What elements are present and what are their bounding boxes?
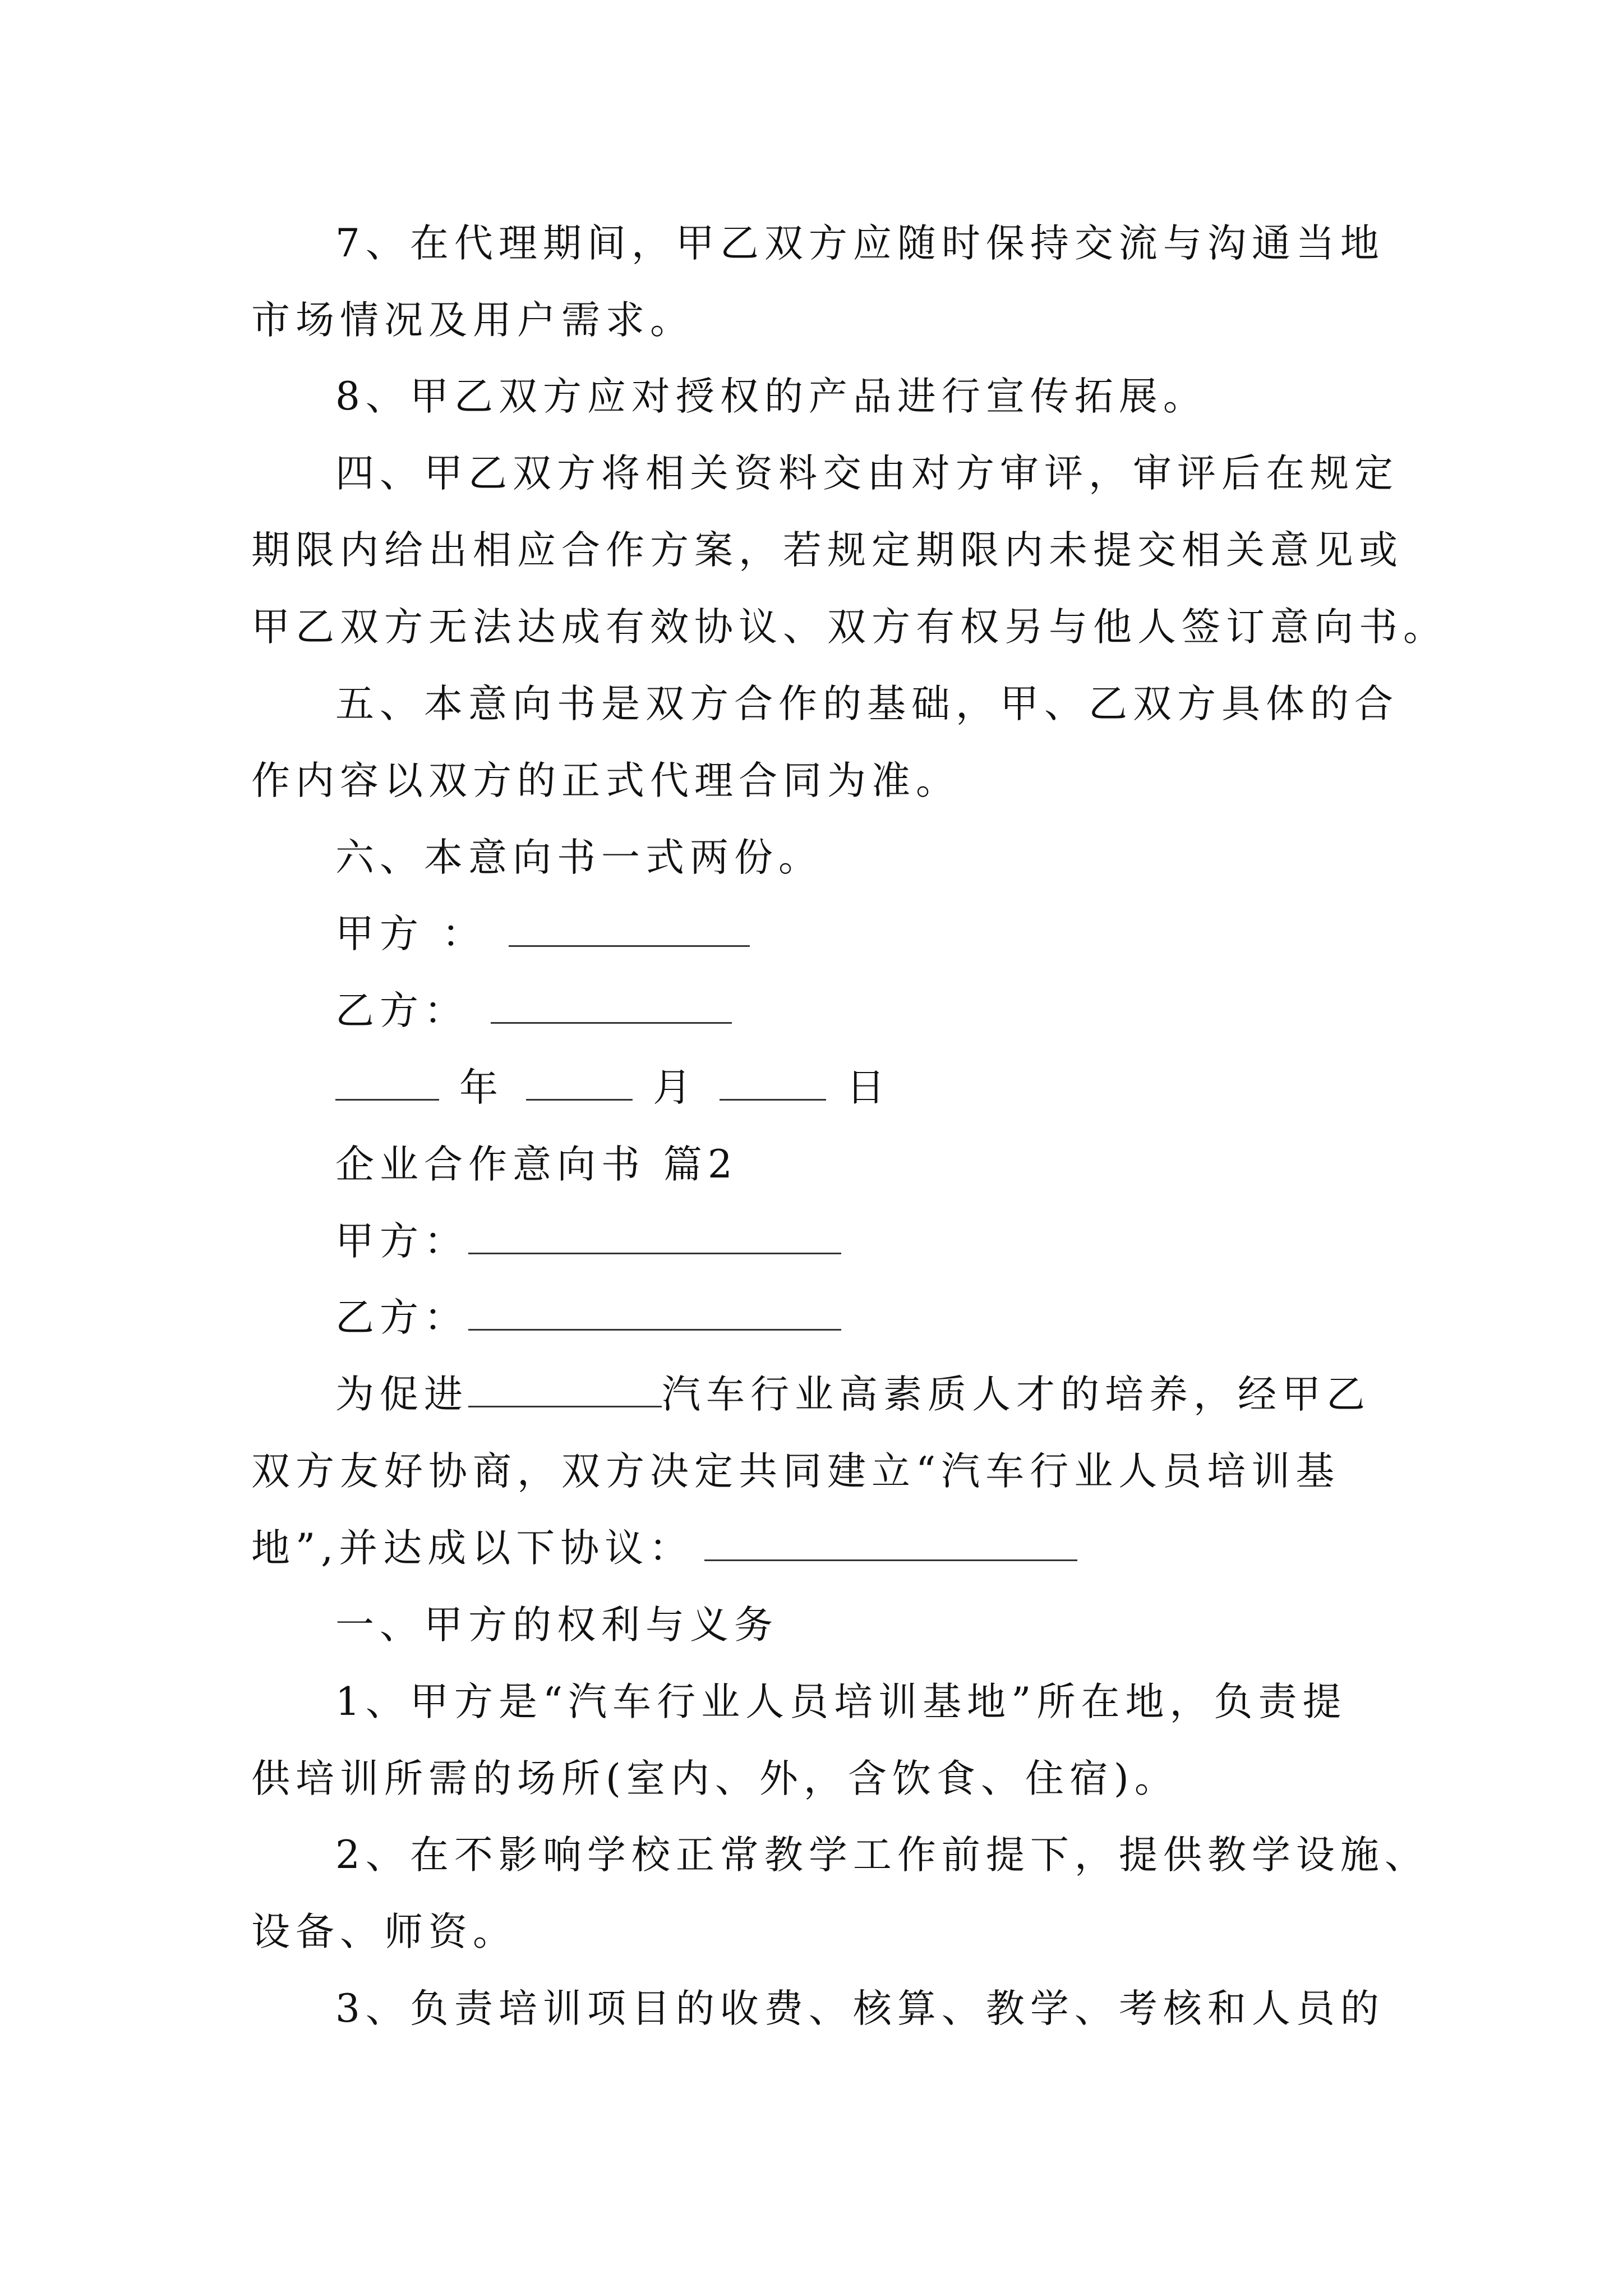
- party-a-label-2: 甲方：: [335, 1219, 468, 1264]
- year-blank: [335, 1066, 439, 1101]
- party-b-blank: [491, 990, 732, 1024]
- paragraph-7-line-2: 市场情况及用户需求。: [251, 298, 694, 343]
- month-label: 月: [653, 1065, 697, 1110]
- paragraph-five-line-2: 作内容以双方的正式代理合同为准。: [251, 758, 960, 803]
- intro-paragraph-line-1: [335, 1369, 1485, 1420]
- section-title: 企业合作意向书 篇2: [335, 1142, 738, 1187]
- intro-paragraph-line-3: [251, 1523, 1401, 1573]
- paragraph-four-line-3: 甲乙双方无法达成有效协议、双方有权另与他人签订意向书。: [251, 605, 1447, 650]
- party-a-blank-2: [468, 1220, 841, 1254]
- party-a-blank: [509, 913, 750, 947]
- paragraph-four-line-2: 期限内给出相应合作方案，若规定期限内未提交相关意见或: [251, 528, 1403, 573]
- paragraph-8-line-1: 8、甲乙双方应对授权的产品进行宣传拓展。: [335, 374, 1207, 419]
- paragraph-five-line-1: 五、本意向书是双方合作的基础，甲、乙双方具体的合: [335, 682, 1399, 726]
- party-a-rights-heading: 一、甲方的权利与义务: [335, 1603, 778, 1648]
- paragraph-7-line-1: 7、在代理期间，甲乙双方应随时保持交流与沟通当地: [335, 221, 1385, 266]
- intro-line-3-text: 地”,并达成以下协议：: [251, 1526, 694, 1571]
- item-1-line-1: 1、甲方是“汽车行业人员培训基地”所在地，负责提: [335, 1680, 1347, 1724]
- month-blank: [526, 1066, 633, 1101]
- party-a-signature-line-2: [335, 1216, 1485, 1267]
- agreement-blank: [704, 1527, 1077, 1561]
- intro-inline-blank: [468, 1373, 662, 1407]
- party-b-signature-line-2: [335, 1292, 1485, 1343]
- item-3-line-1: 3、负责培训项目的收费、核算、教学、考核和人员的: [335, 1986, 1385, 2031]
- party-b-label: 乙方：: [335, 988, 468, 1033]
- party-a-signature-line: [335, 909, 1485, 959]
- intro-paragraph-line-2: 双方友好协商，双方决定共同建立“汽车行业人员培训基: [251, 1449, 1340, 1494]
- year-label: 年: [459, 1065, 504, 1110]
- paragraph-six-line-1: 六、本意向书一式两份。: [335, 835, 823, 880]
- paragraph-four-line-1: 四、甲乙双方将相关资料交由对方审评，审评后在规定: [335, 451, 1399, 496]
- item-1-line-2: 供培训所需的场所(室内、外，含饮食、住宿)。: [251, 1756, 1179, 1801]
- item-2-line-2: 设备、师资。: [251, 1910, 517, 1954]
- party-b-signature-line: [335, 986, 1485, 1036]
- day-label: 日: [846, 1065, 891, 1110]
- party-b-label-2: 乙方：: [335, 1295, 468, 1340]
- date-line: [335, 1062, 1485, 1113]
- party-a-label: 甲方 ：: [335, 912, 486, 956]
- item-2-line-1: 2、在不影响学校正常教学工作前提下，提供教学设施、: [335, 1833, 1429, 1878]
- day-blank: [720, 1066, 826, 1101]
- intro-start-text: 为促进: [335, 1372, 468, 1417]
- party-b-blank-2: [468, 1296, 841, 1331]
- intro-end-text: 汽车行业高素质人才的培养，经甲乙: [662, 1372, 1371, 1417]
